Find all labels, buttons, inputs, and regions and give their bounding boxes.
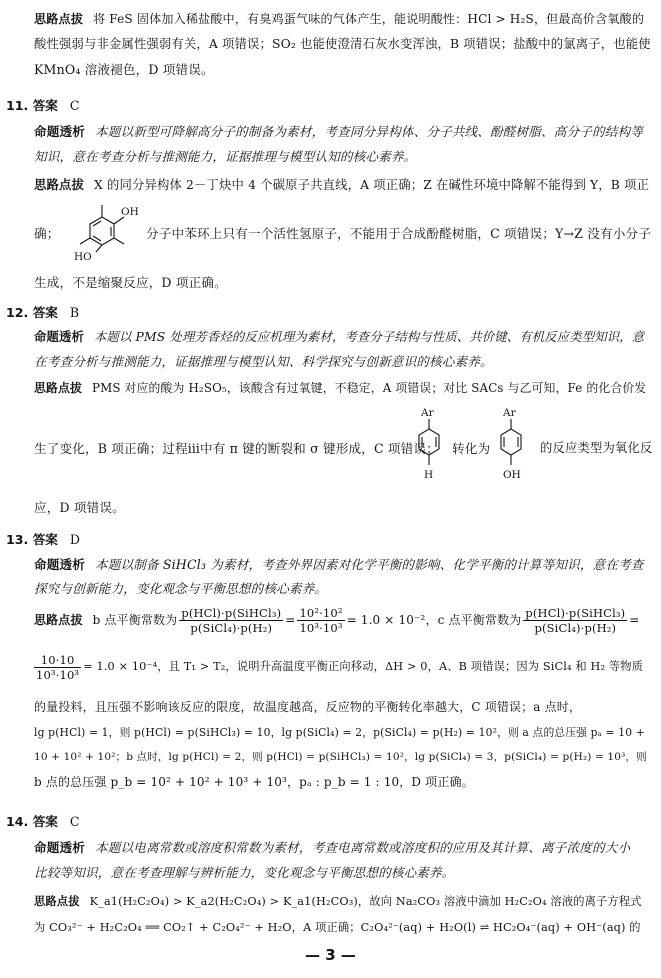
q12-idea-line2a: 生了变化，B 项正确；过程ⅲ中有 π 键的断裂和 σ 键形成，C 项错误； [34, 441, 439, 456]
q14-idea-line2: 为 CO₃²⁻ + H₂C₂O₄ ══ CO₂↑ + C₂O₄²⁻ + H₂O，A 项正确；C₂O₄²⁻(aq) + H₂O(l) ⇌ HC₂O₄⁻(aq) + OH⁻(aq) 的 [34, 921, 641, 934]
q12-answer-row [6, 302, 79, 321]
q13-idea-line4: lg p(HCl) = 1，则 p(HCl) = p(SiHCl₃) = 10，lg p(SiCl₄) = 2，p(SiCl₄) = p(H₂) = 10²，则 a 点的总压强 pₐ = 10 + [34, 726, 645, 739]
fraction-kb-values: $\frac{\text{10²·10²}}{\text{10³·10³}}$ [299, 606, 343, 635]
fraction-kc-values: $\frac{10\cdot 10}{\text{10³·10³}}$ [36, 652, 80, 682]
idea-label: 思路点拔 [34, 12, 83, 26]
oh-label-top: OH [121, 206, 139, 218]
q14-idea-line1 [34, 894, 647, 909]
q12-idea-line1 [34, 381, 647, 396]
q13-idea-text: b 点平衡常数为 [92, 613, 178, 627]
q11-answer-row [6, 95, 80, 114]
q13-idea-line3: 的量投料，且压强不影响该反应的限度，故温度越高，反应物的平衡转化率越大，C 项错误；a 点时， [34, 700, 582, 714]
q13-analysis-line1 [34, 557, 647, 572]
q13-answer-row [6, 529, 80, 548]
q10-idea-line2: 酸性强弱与非金属性强弱有关，A 项错误；SO₂ 也能使澄清石灰水变浑浊，B 项错误；盐酸中的氯离子，也能使 [34, 37, 651, 51]
analysis-label: 命题透析 [34, 557, 85, 572]
q14-answer-row [6, 811, 80, 830]
q10-idea-text: 将 FeS 固体加入稀盐酸中，有臭鸡蛋气味的气体产生，能说明酸性：HCl > H₂S，但最高价含氧酸的 [92, 12, 645, 26]
q12-idea-text: PMS 对应的酸为 H₂SO₅，该酸含有过氧键，不稳定，A 项错误；对比 SACs 与乙可知，Fe 的化合价发 [91, 381, 647, 395]
answer-label: 答案 [32, 305, 58, 320]
q12-idea-line2b: 转化为 [452, 441, 491, 456]
q12-idea-line2c: 的反应类型为氧化反 [540, 441, 653, 455]
ar-label: Ar [503, 407, 516, 419]
q13-analysis-line2: 探究与创新能力，变化观念与平衡思想的核心素养。 [34, 581, 328, 596]
q13-analysis-text: 本题以制备 SiHCl₃ 为素材，考查外界因素对化学平衡的影响、化学平衡的计算等知识，意在考查 [94, 557, 644, 572]
page-number: — 3 — [305, 946, 356, 964]
q12-analysis-line2: 在考查分析与推测能力，证据推理与模型认知、科学探究与创新意识的核心素养。 [34, 354, 493, 369]
q13-idea-line1: 思路点拔 b 点平衡常数为 $\frac{\text{p(HCl)·p(SiHCl₃)}}{\text{p(SiCl₄)·p(H₂)}}$ = $\frac{\text{10²·10²}}{\text{10³·10³}}$ = 1.0 × 10⁻²，c 点平衡常数为 $\frac{\text{p(HCl)·p(SiHCl₃)}}{\text{p(SiCl₄)·p(H₂)}}$ = [34, 606, 640, 635]
q12-analysis-line1 [34, 330, 647, 345]
q14-idea-text: K_a1(H₂C₂O₄) > K_a2(H₂C₂O₄) > K_a1(H₂CO₃)，故向 Na₂CO₃ 溶液中滴加 H₂C₂O₄ 溶液的离子方程式 [89, 895, 642, 908]
q11-idea-line3: 生成，不是缩聚反应，D 项正确。 [34, 275, 227, 290]
q13-answer: D [69, 532, 80, 547]
q14-number: 14. [6, 814, 29, 829]
dimethylhydroquinone-structure [66, 200, 146, 266]
q14-analysis-line2: 比较等知识，意在考查理解与辨析能力，变化观念与平衡思想的核心素养。 [34, 865, 455, 880]
q11-answer: C [69, 98, 80, 113]
fraction-kc-expression: $\frac{\text{p(HCl)·p(SiHCl₃)}}{\text{p(SiCl₄)·p(H₂)}}$ [525, 606, 626, 635]
q14-analysis-line1 [34, 840, 647, 855]
q13-idea-line5: 10 + 10² + 10²；b 点时，lg p(HCl) = 2，则 p(HCl) = p(SiHCl₃) = 10²，lg p(SiCl₄) = 3，p(SiCl₄) = p(H₂) = 10³，则 [34, 751, 647, 763]
aryl-phenol-structure [494, 405, 532, 487]
methyl-bond-left [80, 238, 90, 244]
benzene-ring [90, 217, 114, 245]
q14-answer: C [69, 814, 80, 829]
q12-number: 12. [6, 305, 29, 320]
q11-idea-text: X 的同分异构体 2－丁炔中 4 个碳原子共直线，A 项正确；Z 在碱性环境中降解不能得到 Y，B 项正 [93, 178, 650, 192]
q10-idea-line1 [34, 12, 647, 27]
q12-idea-line3: 应，D 项错误。 [34, 500, 125, 515]
q11-analysis-line2: 知识，意在考查分析与推测能力，证据推理与模型认知的核心素养。 [34, 149, 417, 164]
idea-label: 思路点拔 [34, 381, 82, 395]
q12-analysis-text: 本题以 PMS 处理芳香烃的反应机理为素材，考查分子结构与性质、共价键、有机反应类型知识，意 [93, 330, 645, 344]
analysis-label: 命题透析 [34, 124, 85, 139]
idea-label: 思路点拔 [34, 178, 84, 192]
fraction-kb-expression: $\frac{\text{p(HCl)·p(SiHCl₃)}}{\text{p(SiCl₄)·p(H₂)}}$ [181, 606, 282, 635]
answer-label: 答案 [32, 98, 58, 113]
q11-number: 11. [6, 98, 29, 113]
q11-idea-line2b: 分子中苯环上只有一个活性氢原子，不能用于合成酚醛树脂，C 项错误；Y→Z 没有小分子 [146, 226, 651, 241]
oh-label: OH [503, 469, 521, 481]
ho-label-bottom: HO [74, 251, 92, 263]
oh-bond-top [114, 217, 124, 224]
q10-idea-line3: KMnO₄ 溶液褪色，D 项错误。 [34, 62, 214, 77]
answer-label: 答案 [32, 532, 58, 547]
q13-idea-line6: b 点的总压强 p_b = 10² + 10² + 10³ + 10³，pₐ : p_b = 1 : 10，D 项正确。 [34, 775, 474, 789]
ar-label: Ar [421, 407, 434, 419]
q11-idea-line1 [34, 178, 650, 193]
idea-label: 思路点拔 [34, 895, 80, 908]
analysis-label: 命题透析 [34, 330, 84, 344]
q11-analysis-text: 本题以新型可降解高分子的制备为素材，考查同分异构体、分子共线、酚醛树脂、高分子的结构等 [94, 124, 643, 139]
q14-analysis-text: 本题以电离常数或溶度积常数为素材，考查电离常数或溶度积的应用及其计算、离子浓度的大小 [94, 840, 631, 855]
q11-idea-line2a: 确； [34, 226, 60, 241]
analysis-label: 命题透析 [34, 840, 85, 855]
oh-bond-bottom [96, 245, 102, 252]
q12-answer: B [69, 305, 80, 320]
h-label: H [424, 469, 434, 481]
answer-label: 答案 [32, 814, 58, 829]
q11-analysis-line1 [34, 124, 647, 139]
methyl-bond-right [114, 238, 124, 244]
aryl-benzene-structure [412, 405, 446, 487]
q13-number: 13. [6, 532, 29, 547]
q13-idea-line2: $\frac{10\cdot 10}{\text{10³·10³}}$ = 1.0 × 10⁻⁴，且 T₁ > T₂，说明升高温度平衡正向移动，ΔH > 0，A、B 项错误；因为 SiCl₄ 和 H₂ 等物质 [36, 652, 644, 682]
idea-label: 思路点拔 [34, 613, 83, 627]
